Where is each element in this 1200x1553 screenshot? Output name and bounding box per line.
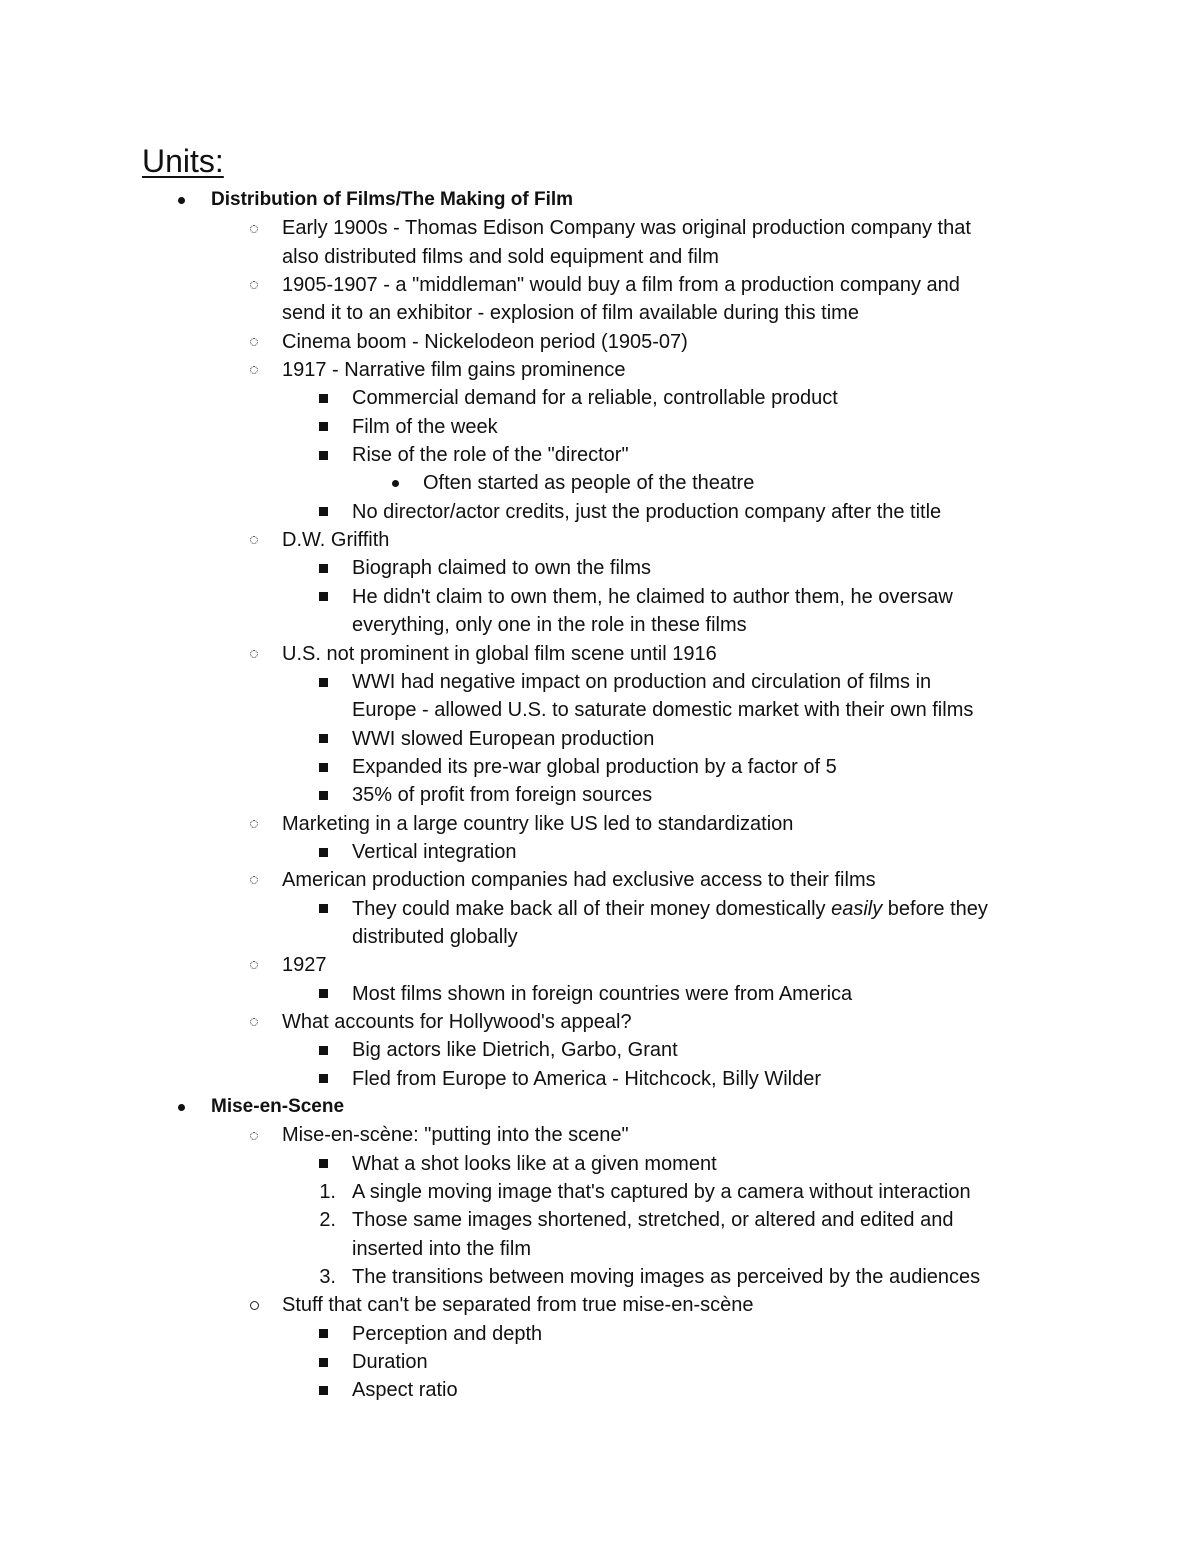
- list-item: [0, 1036, 1200, 1064]
- item-text-part: They could make back all of their money domestically: [352, 897, 832, 920]
- item-text: 1927: [282, 954, 327, 977]
- list-item: [0, 668, 1200, 696]
- section-heading: [0, 1093, 1200, 1121]
- item-text: Cinema boom - Nickelodeon period (1905-07): [282, 330, 688, 353]
- square-bullet-icon: [314, 583, 332, 611]
- square-bullet-icon: [314, 781, 332, 809]
- item-text: Perception and depth: [352, 1322, 543, 1345]
- list-item: [0, 583, 1200, 611]
- list-item: [0, 838, 1200, 866]
- list-item: [0, 413, 1200, 441]
- hollow-bullet-icon: [245, 640, 263, 668]
- item-text: Fled from Europe to America - Hitchcock, Billy Wilder: [352, 1067, 822, 1090]
- item-text: Aspect ratio: [352, 1379, 458, 1402]
- item-text: Early 1900s - Thomas Edison Company was original production company that: [282, 217, 971, 240]
- list-item: [0, 1008, 1200, 1036]
- filled-bullet-icon: [386, 469, 404, 497]
- hollow-bullet-icon: [245, 526, 263, 554]
- item-text: Duration: [352, 1351, 428, 1374]
- list-item: [0, 441, 1200, 469]
- list-item: [0, 1065, 1200, 1093]
- item-text: Those same images shortened, stretched, or altered and edited and: [352, 1209, 954, 1232]
- square-bullet-icon: [314, 838, 332, 866]
- hollow-bullet-icon: [245, 1291, 263, 1319]
- square-bullet-icon: [314, 1320, 332, 1348]
- list-item: [0, 980, 1200, 1008]
- list-item-continuation: [0, 1235, 1200, 1263]
- list-item: [0, 214, 1200, 242]
- list-item-continuation: [0, 243, 1200, 271]
- item-number: 1.: [319, 1181, 336, 1204]
- item-text: 1905-1907 - a "middleman" would buy a film from a production company and: [282, 274, 960, 297]
- item-text: Vertical integration: [352, 840, 517, 863]
- hollow-bullet-icon: [245, 271, 263, 299]
- square-bullet-icon: [314, 980, 332, 1008]
- hollow-bullet-icon: [245, 356, 263, 384]
- section-heading: [0, 186, 1200, 214]
- item-text: Often started as people of the theatre: [423, 472, 755, 495]
- list-item: [0, 725, 1200, 753]
- item-text: The transitions between moving images as perceived by the audiences: [352, 1266, 981, 1289]
- square-bullet-icon: [314, 895, 332, 923]
- page-title: Units:: [142, 143, 224, 179]
- outline-body: [0, 186, 1200, 1405]
- list-item: [0, 1320, 1200, 1348]
- item-text: A single moving image that's captured by a camera without interaction: [352, 1181, 971, 1204]
- item-text: Rise of the role of the "director": [352, 444, 629, 467]
- item-text: D.W. Griffith: [282, 529, 390, 552]
- square-bullet-icon: [314, 554, 332, 582]
- list-item: [0, 866, 1200, 894]
- item-text: Commercial demand for a reliable, controllable product: [352, 387, 838, 410]
- square-bullet-icon: [314, 441, 332, 469]
- hollow-bullet-icon: [245, 1008, 263, 1036]
- item-number: 2.: [319, 1209, 336, 1232]
- list-item-continuation: [0, 923, 1200, 951]
- hollow-bullet-icon: [245, 951, 263, 979]
- square-bullet-icon: [314, 725, 332, 753]
- list-item-continuation: [0, 696, 1200, 724]
- square-bullet-icon: [314, 1376, 332, 1404]
- square-bullet-icon: [314, 1036, 332, 1064]
- item-text: No director/actor credits, just the production company after the title: [352, 500, 942, 523]
- item-text: Most films shown in foreign countries were from America: [352, 982, 853, 1005]
- square-bullet-icon: [314, 668, 332, 696]
- list-item: [0, 1291, 1200, 1319]
- list-item: [0, 895, 1200, 923]
- item-text: U.S. not prominent in global film scene until 1916: [282, 642, 717, 665]
- list-item: [0, 526, 1200, 554]
- list-item: [0, 810, 1200, 838]
- filled-bullet-icon: [172, 186, 190, 214]
- item-text: Film of the week: [352, 415, 498, 438]
- item-text: Marketing in a large country like US led to standardization: [282, 812, 794, 835]
- square-bullet-icon: [314, 1150, 332, 1178]
- square-bullet-icon: [314, 384, 332, 412]
- item-text: Europe - allowed U.S. to saturate domestic market with their own films: [352, 699, 974, 722]
- list-item: [0, 1376, 1200, 1404]
- list-item: [0, 271, 1200, 299]
- hollow-bullet-icon: [245, 810, 263, 838]
- list-item: [0, 640, 1200, 668]
- list-item: [0, 1348, 1200, 1376]
- list-item: [0, 1121, 1200, 1149]
- hollow-bullet-icon: [245, 1121, 263, 1149]
- item-text: Mise-en-scène: "putting into the scene": [282, 1124, 629, 1147]
- square-bullet-icon: [314, 1348, 332, 1376]
- list-item: [0, 384, 1200, 412]
- section-title: Distribution of Films/The Making of Film: [211, 189, 574, 210]
- numbered-item: [0, 1206, 1200, 1234]
- item-text: What a shot looks like at a given moment: [352, 1152, 717, 1175]
- numbered-item: [0, 1178, 1200, 1206]
- numbered-item: [0, 1263, 1200, 1291]
- list-item: [0, 781, 1200, 809]
- item-text: Big actors like Dietrich, Garbo, Grant: [352, 1039, 678, 1062]
- list-item: [0, 469, 1200, 497]
- item-text: American production companies had exclusive access to their films: [282, 869, 876, 892]
- emphasized-text: easily: [831, 897, 883, 920]
- item-text: 35% of profit from foreign sources: [352, 784, 653, 807]
- item-text: [352, 895, 988, 923]
- hollow-bullet-icon: [245, 214, 263, 242]
- item-text: Expanded its pre-war global production by a factor of 5: [352, 755, 837, 778]
- list-item: [0, 1150, 1200, 1178]
- list-item: [0, 498, 1200, 526]
- item-text: What accounts for Hollywood's appeal?: [282, 1010, 632, 1033]
- item-text: Biograph claimed to own the films: [352, 557, 652, 580]
- item-text: distributed globally: [352, 925, 518, 948]
- square-bullet-icon: [314, 1065, 332, 1093]
- item-number: 3.: [319, 1266, 336, 1289]
- item-text-part: before they: [882, 897, 988, 920]
- list-item: [0, 951, 1200, 979]
- item-text: inserted into the film: [352, 1237, 531, 1260]
- item-text: He didn't claim to own them, he claimed to author them, he oversaw: [352, 585, 953, 608]
- square-bullet-icon: [314, 498, 332, 526]
- list-item: [0, 328, 1200, 356]
- item-text: also distributed films and sold equipment and film: [282, 245, 719, 268]
- square-bullet-icon: [314, 753, 332, 781]
- item-text: WWI had negative impact on production and circulation of films in: [352, 670, 932, 693]
- hollow-bullet-icon: [245, 866, 263, 894]
- list-item: [0, 753, 1200, 781]
- item-text: send it to an exhibitor - explosion of film available during this time: [282, 302, 859, 325]
- item-text: WWI slowed European production: [352, 727, 655, 750]
- item-text: 1917 - Narrative film gains prominence: [282, 359, 626, 382]
- hollow-bullet-icon: [245, 328, 263, 356]
- list-item: [0, 356, 1200, 384]
- section-title: Mise-en-Scene: [211, 1096, 345, 1117]
- item-text: Stuff that can't be separated from true mise-en-scène: [282, 1294, 754, 1317]
- list-item-continuation: [0, 611, 1200, 639]
- filled-bullet-icon: [172, 1093, 190, 1121]
- item-text: everything, only one in the role in these films: [352, 614, 747, 637]
- square-bullet-icon: [314, 413, 332, 441]
- list-item: [0, 554, 1200, 582]
- list-item-continuation: [0, 299, 1200, 327]
